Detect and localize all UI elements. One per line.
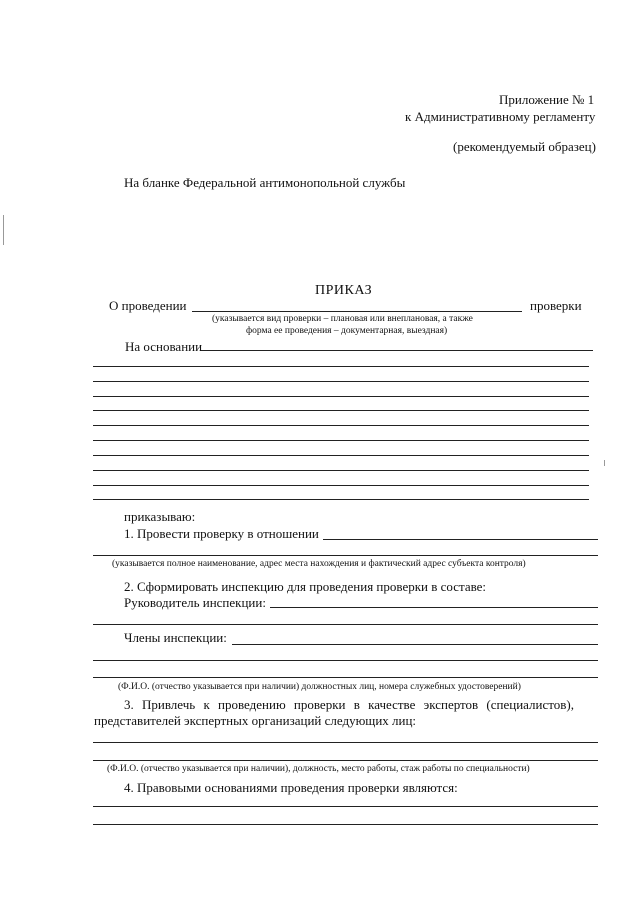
appendix-number: Приложение № 1: [499, 92, 595, 107]
item3-hint: (Ф.И.О. (отчество указывается при наличии), должность, место работы, стаж работы по специальности): [107, 764, 530, 774]
inspection-members-line[interactable]: [232, 644, 598, 645]
item1-line-2[interactable]: [93, 555, 598, 556]
inspection-members-line-3[interactable]: [93, 677, 598, 678]
inspection-head-line-2[interactable]: [93, 624, 598, 625]
order-title: ПРИКАЗ: [315, 283, 373, 298]
about-hint-2: форма ее проведения – документарная, выездная): [246, 326, 448, 336]
item3-line2: представителей экспертных организаций следующих лиц:: [94, 713, 417, 728]
order-word: приказываю:: [124, 509, 196, 524]
about-hint-1: (указывается вид проверки – плановая или внеплановая, а также: [212, 314, 473, 324]
basis-label: На основании: [125, 339, 203, 354]
basis-line-6[interactable]: [93, 440, 589, 441]
item3-line1: 3. Привлечь к проведению проверки в качестве экспертов (специалистов),: [124, 697, 575, 712]
item3-line-b[interactable]: [93, 760, 598, 761]
item2-label: 2. Сформировать инспекцию для проведения проверки в составе:: [124, 579, 487, 594]
about-fill-line[interactable]: [192, 311, 522, 312]
sample-note: (рекомендуемый образец): [453, 139, 596, 154]
basis-line-10[interactable]: [93, 499, 589, 500]
letterhead-note: На бланке Федеральной антимонопольной службы: [124, 175, 406, 190]
item1-fill-line[interactable]: [323, 539, 598, 540]
regulation-reference: к Административному регламенту: [405, 109, 596, 124]
item1-label: 1. Провести проверку в отношении: [124, 526, 319, 541]
item3-line-a[interactable]: [93, 742, 598, 743]
basis-fill-line[interactable]: [201, 350, 593, 351]
basis-line-9[interactable]: [93, 485, 589, 486]
basis-line-5[interactable]: [93, 425, 589, 426]
about-prefix: О проведении: [109, 298, 187, 313]
item2-hint: (Ф.И.О. (отчество указывается при наличии) должностных лиц, номера служебных удостоверений): [118, 682, 521, 692]
basis-line-7[interactable]: [93, 455, 589, 456]
basis-line-8[interactable]: [93, 470, 589, 471]
inspection-head-line[interactable]: [270, 607, 598, 608]
basis-line-1[interactable]: [93, 366, 589, 367]
scan-artifact: [604, 460, 605, 466]
scan-artifact: [3, 215, 4, 245]
item4-label: 4. Правовыми основаниями проведения проверки являются:: [124, 780, 458, 795]
inspection-head-label: Руководитель инспекции:: [124, 595, 266, 610]
basis-line-3[interactable]: [93, 396, 589, 397]
item1-hint: (указывается полное наименование, адрес места нахождения и фактический адрес субъекта контроля): [112, 559, 526, 569]
item4-line-2[interactable]: [93, 824, 598, 825]
item4-line-1[interactable]: [93, 806, 598, 807]
inspection-members-line-2[interactable]: [93, 660, 598, 661]
basis-line-2[interactable]: [93, 381, 589, 382]
inspection-members-label: Члены инспекции:: [124, 630, 227, 645]
about-suffix: проверки: [530, 298, 582, 313]
basis-line-4[interactable]: [93, 410, 589, 411]
